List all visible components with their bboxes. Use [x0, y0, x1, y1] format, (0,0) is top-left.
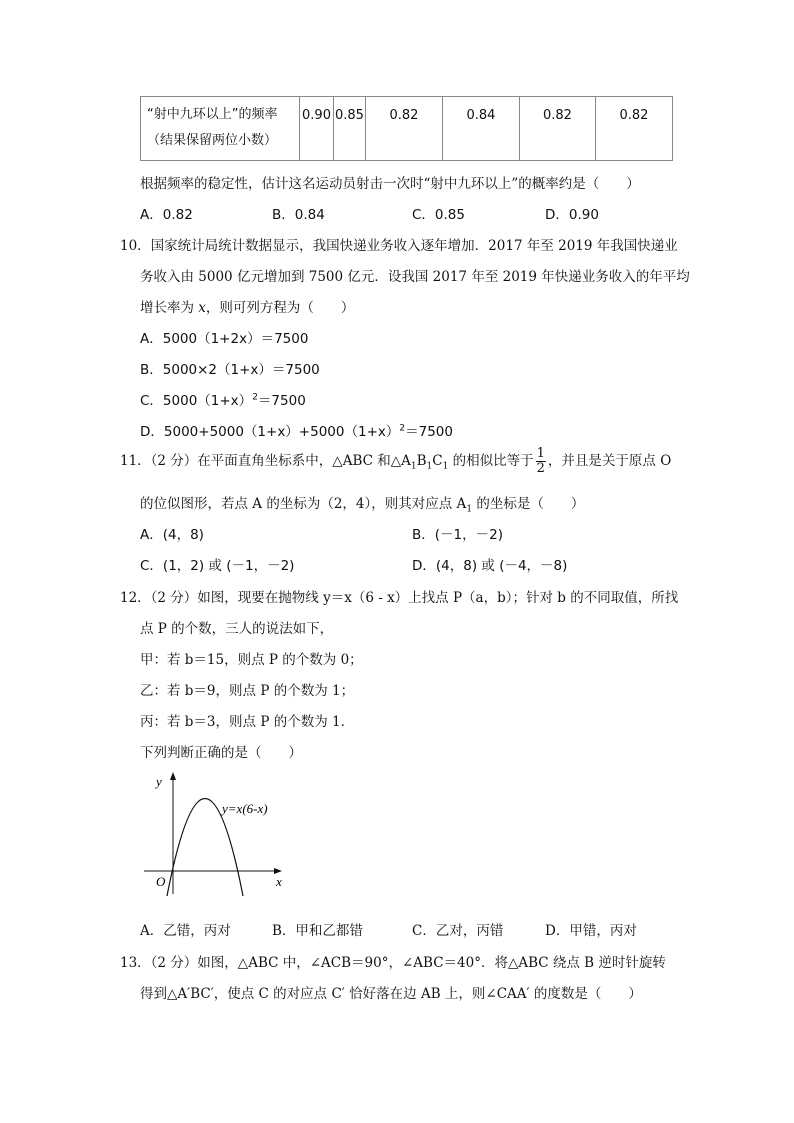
q10-option-d: D．$5000+5000(1+x)+5000(1+x)^2=7500$	[140, 423, 453, 440]
q11-option-d: D．(4，8) 或 (－4，－8)	[412, 558, 568, 574]
table-label-line1: “射中九环以上”的频率	[147, 107, 278, 122]
frequency-table	[140, 96, 673, 161]
q10-option-b: B．5000×2（1+x）＝7500	[140, 362, 320, 378]
q10-line3: 增长率为 x，则可列方程为（ ）	[140, 300, 355, 316]
q11-line2: 的位似图形，若点 A 的坐标为（2，4），则其对应点 $A_1$ 的坐标是（ ）	[140, 496, 585, 515]
q12-line3: 甲：若 b＝15，则点 P 的个数为 0；	[140, 652, 363, 668]
table-row	[141, 97, 673, 161]
q11-line1: 11．（2 分）在平面直角坐标系中，△ABC 和$\triangle A_1B_1C_1$ 的相似比等于 $\frac{1}{2}$ ，并且是关于原点 O	[120, 446, 672, 476]
parabola-graph	[140, 768, 300, 900]
y-axis-label: y	[156, 774, 162, 789]
q12-option-a: A．乙错，丙对	[140, 923, 231, 939]
q9-option-d: D．0.90	[545, 207, 599, 223]
table-cell: 0.90	[300, 97, 334, 161]
y-axis-arrow	[170, 772, 176, 780]
q13-line2: 得到△A′BC′，使点 C 的对应点 C′ 恰好落在边 AB 上，则∠CAA′ 的度数是（ ）	[140, 986, 642, 1002]
q10-option-c: C．$5000(1+x)^2=7500$	[140, 392, 306, 409]
table-label-line2: （结果保留两位小数）	[147, 133, 278, 148]
table-cell: 0.85	[334, 97, 366, 161]
table-cell: 0.82	[365, 97, 442, 161]
q12-option-c: C．乙对，丙错	[412, 923, 504, 939]
q11-option-b: B．(－1，－2)	[412, 527, 503, 543]
fraction-one-half: $\frac{1}{2}$	[536, 446, 545, 476]
q12-line4: 乙：若 b＝9，则点 P 的个数为 1；	[140, 683, 355, 699]
q9-option-b: B．0.84	[272, 207, 325, 223]
q12-option-d: D．甲错，丙对	[545, 923, 637, 939]
q10-line2: 务收入由 5000 亿元增加到 7500 亿元．设我国 2017 年至 2019 年快递业务收入的年平均	[140, 269, 690, 285]
x-axis-label: x	[276, 874, 282, 889]
q10-line1: 10．国家统计局统计数据显示，我国快递业务收入逐年增加．2017 年至 2019 年我国快递业	[120, 238, 678, 254]
q12-line6: 下列判断正确的是（ ）	[140, 745, 302, 761]
q12-line1: 12．（2 分）如图，现要在抛物线 y＝x（6 - x）上找点 P（a，b）；针对 b 的不同取值，所找	[120, 590, 679, 606]
q9-stem: 根据频率的稳定性，估计这名运动员射击一次时“射中九环以上”的概率约是（ ）	[140, 176, 640, 192]
q12-line5: 丙：若 b＝3，则点 P 的个数为 1．	[140, 714, 355, 730]
q10-option-a: A．5000（1+2x）＝7500	[140, 331, 309, 347]
table-cell: 0.82	[595, 97, 672, 161]
q13-line1: 13．（2 分）如图，△ABC 中，∠ACB＝90°，∠ABC＝40°．将△ABC 绕点 B 逆时针旋转	[120, 955, 666, 971]
q12-option-b: B．甲和乙都错	[272, 923, 363, 939]
q11-option-a: A．(4，8)	[140, 527, 204, 543]
q9-option-a: A．0.82	[140, 207, 193, 223]
table-row-label	[141, 97, 300, 161]
q9-option-c: C．0.85	[412, 207, 465, 223]
q11-option-c: C．(1，2) 或 (－1，－2)	[140, 558, 295, 574]
q12-line2: 点 P 的个数，三人的说法如下，	[140, 621, 334, 637]
table-cell: 0.82	[519, 97, 595, 161]
origin-label: O	[156, 874, 166, 889]
table-cell: 0.84	[442, 97, 519, 161]
curve-label: y=x(6-x)	[222, 801, 268, 816]
